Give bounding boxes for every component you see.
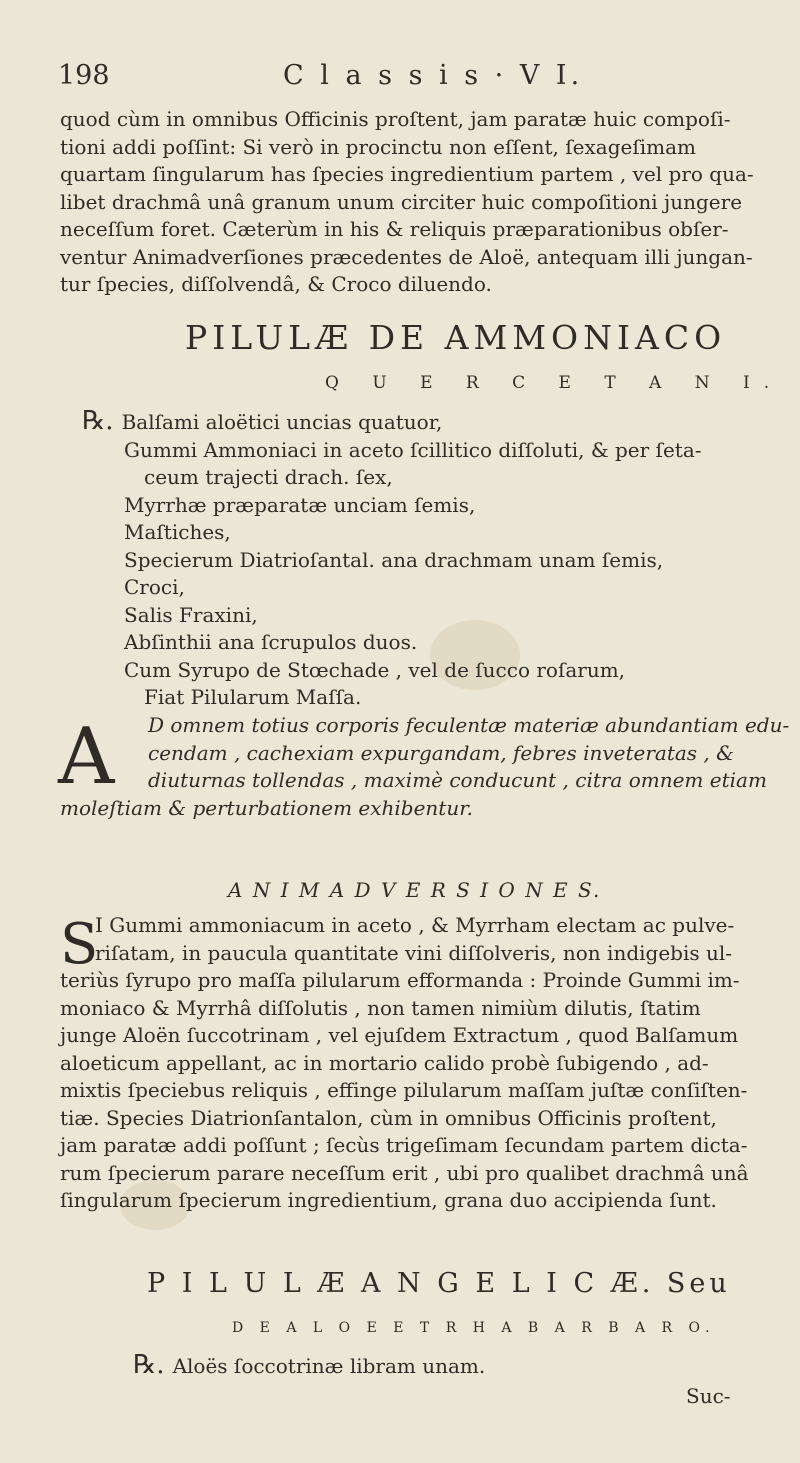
rx-symbol-icon: ℞. bbox=[133, 1350, 165, 1380]
recipe-line-aloes: ℞. Aloës ſoccotrinæ libram unam. bbox=[133, 1350, 486, 1380]
text-line: teriùs ſyrupo pro maſſa pilularum efformanda : Proinde Gummi im- bbox=[60, 968, 740, 992]
text-line: neceſſum foret. Cæterùm in his & reliquis præparationibus obſer- bbox=[60, 217, 729, 241]
text-line: aloeticum appellant, ac in mortario calido probè ſubigendo , ad- bbox=[60, 1050, 709, 1075]
notes-paragraph bbox=[60, 967, 749, 1215]
notes-paragraph-start bbox=[95, 912, 734, 967]
running-title: C l a s s i s · V I. bbox=[283, 60, 584, 91]
recipe-line: Cum Syrupo de Stœchade , vel de ſucco roſarum, bbox=[124, 657, 626, 682]
recipe-line: Specierum Diatrioſantal. ana drachmam unam ſemis, bbox=[124, 547, 664, 572]
recipe-line: Maſtiches, bbox=[124, 520, 231, 544]
text-line: quod cùm in omnibus Officinis proſtent, jam paratæ huic compoſi- bbox=[60, 107, 731, 131]
text-line: jam paratæ addi poſſunt ; ſecùs trigeſimam ſecundam partem dicta- bbox=[60, 1133, 748, 1157]
usage-paragraph bbox=[148, 712, 789, 795]
text-line: ventur Animadverſiones præcedentes de Aloë, antequam illi jungan- bbox=[60, 244, 753, 269]
recipe-line: Salis Fraxini, bbox=[124, 602, 258, 627]
rx-symbol-icon: ℞. bbox=[82, 406, 114, 436]
recipe-line: ℞. Balſami aloëtici uncias quatuor, bbox=[82, 406, 443, 436]
recipe-line: Gummi Ammoniaci in aceto ſcillitico diſſoluti, & per ſeta- bbox=[124, 437, 702, 462]
text-line: moniaco & Myrrhâ diſſolutis , non tamen nimiùm dilutis, ſtatim bbox=[60, 995, 701, 1020]
text-line: mixtis ſpeciebus reliquis , effinge pilularum maſſam juſtæ conſiſten- bbox=[60, 1078, 748, 1102]
section-title-angelicae: P I L U L Æ A N G E L I C Æ. Seu bbox=[147, 1268, 731, 1299]
text-line: ſingularum ſpecierum ingredientium, grana duo accipienda ſunt. bbox=[60, 1188, 717, 1212]
text-line: riſatam, in paucula quantitate vini diſſolveris, non indigebis ul- bbox=[95, 940, 733, 965]
text-line: tioni addi poſſint: Si verò in procinctu non eſſent, ſexageſimam bbox=[60, 134, 696, 159]
intro-paragraph bbox=[60, 106, 754, 299]
text-line: D omnem totius corporis feculentæ materiæ abundantiam edu- bbox=[148, 713, 790, 737]
drop-cap-a: A bbox=[58, 712, 115, 802]
section-title-ammoniaco: PILULÆ DE AMMONIACO bbox=[185, 318, 727, 357]
recipe-line: Fiat Pilularum Maſſa. bbox=[144, 685, 362, 709]
recipe-line: Myrrhæ præparatæ unciam ſemis, bbox=[124, 492, 476, 517]
text-line: diuturnas tollendas , maximè conducunt , citra omnem etiam bbox=[148, 768, 767, 792]
text-line: libet drachmâ unâ granum unum circiter huic compoſitioni jungere bbox=[60, 189, 743, 214]
page-number: 198 bbox=[58, 60, 110, 91]
text-line: moleſtiam & perturbationem exhibentur. bbox=[60, 796, 473, 820]
text-line: tur ſpecies, diſſolvendâ, & Croco diluendo. bbox=[60, 272, 492, 296]
animadversiones-heading: A N I M A D V E R S I O N E S. bbox=[228, 878, 602, 902]
catchword: Suc- bbox=[686, 1384, 731, 1408]
recipe-list bbox=[82, 408, 702, 712]
usage-paragraph-end bbox=[60, 795, 473, 823]
section-subtitle-aloe-rhabarbaro: D E A L O E E T R H A B A R B A R O. bbox=[232, 1320, 716, 1336]
drop-cap-s: S bbox=[60, 912, 99, 977]
text-line: I Gummi ammoniacum in aceto , & Myrrham electam ac pulve- bbox=[95, 913, 735, 937]
text-line: quartam ſingularum has ſpecies ingredientium partem , vel pro qua- bbox=[60, 162, 754, 186]
recipe-line: Croci, bbox=[124, 575, 185, 599]
section-subtitle-quercetani: Q U E R C E T A N I. bbox=[325, 373, 784, 393]
text-line: rum ſpecierum parare neceſſum erit , ubi pro qualibet drachmâ unâ bbox=[60, 1160, 749, 1185]
recipe-line: ceum trajecti drach. ſex, bbox=[144, 465, 393, 489]
text-line: tiæ. Species Diatrionſantalon, cùm in omnibus Officinis proſtent, bbox=[60, 1105, 717, 1130]
recipe-line: Abſinthii ana ſcrupulos duos. bbox=[124, 630, 418, 654]
text-line: junge Aloën ſuccotrinam , vel ejuſdem Extractum , quod Balſamum bbox=[60, 1023, 739, 1047]
text-line: cendam , cachexiam expurgandam, febres inveteratas , & bbox=[148, 740, 734, 765]
